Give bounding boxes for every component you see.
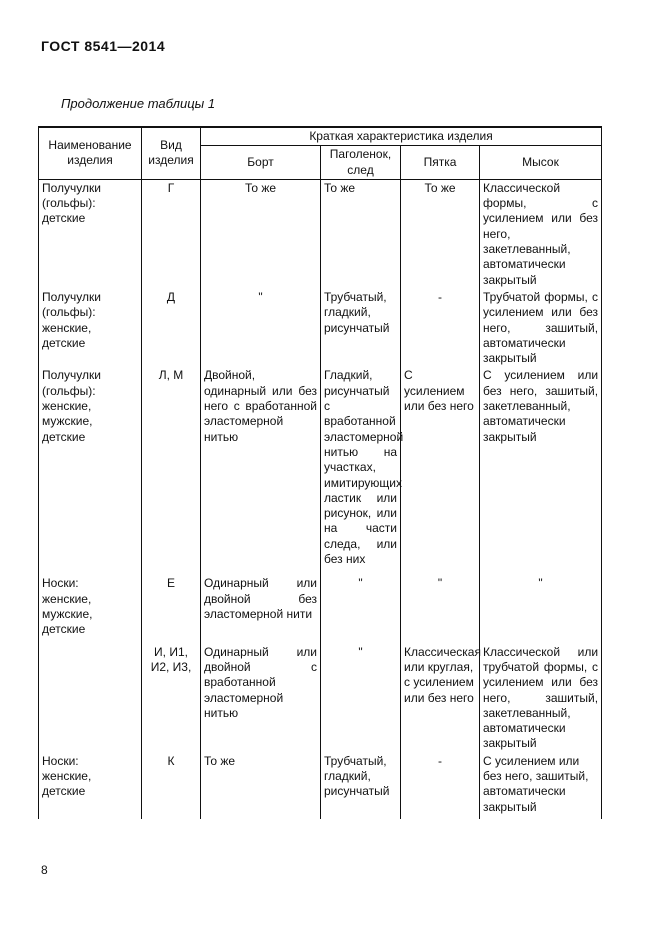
table-row <box>39 575 602 638</box>
cell-bort: То же <box>201 753 321 819</box>
cell-kind: Г <box>142 179 201 289</box>
table-row <box>39 753 602 819</box>
table-row <box>39 179 602 289</box>
table-row <box>39 289 602 367</box>
cell-kind: Л, М <box>142 367 201 575</box>
cell-name: Получулки (гольфы): женские, мужские, детские <box>39 367 142 575</box>
cell-pagolenok: Гладкий, рисунчатый с вработанной эластомерной нитью на участках, имитирующих ластик или рисунок, или на части следа, или без них <box>321 367 401 575</box>
cell-name <box>39 639 142 753</box>
cell-kind: Е <box>142 575 201 638</box>
cell-pagolenok: " <box>321 639 401 753</box>
cell-mysok: " <box>480 575 602 638</box>
cell-bort: " <box>201 289 321 367</box>
table-continuation-caption: Продолжение таблицы 1 <box>61 96 216 111</box>
cell-bort: Одинарный или двойной без эластомерной нити <box>201 575 321 638</box>
header-pyatka: Пятка <box>401 146 480 180</box>
products-table <box>38 126 602 819</box>
cell-kind: К <box>142 753 201 819</box>
cell-pagolenok: " <box>321 575 401 638</box>
header-characteristics: Краткая характеристика изделия <box>201 127 602 146</box>
cell-pyatka: С усилением или без него <box>401 367 480 575</box>
cell-mysok: Классической или трубчатой формы, с усилением или без него, зашитый, закетлеванный, автоматически закрытый <box>480 639 602 753</box>
header-mysok: Мысок <box>480 146 602 180</box>
table-row <box>39 639 602 753</box>
cell-pagolenok: Трубчатый, гладкий, рисунчатый <box>321 289 401 367</box>
cell-bort: Одинарный или двойной с вработанной эластомерной нитью <box>201 639 321 753</box>
cell-pyatka: Классическая или круглая, с усилением или без него <box>401 639 480 753</box>
cell-pyatka: - <box>401 753 480 819</box>
cell-mysok: С усилением или без него, зашитый, закетлеванный, автоматически закрытый <box>480 367 602 575</box>
cell-pyatka: " <box>401 575 480 638</box>
cell-mysok: Трубчатой формы, с усилением или без него, зашитый, автоматически закрытый <box>480 289 602 367</box>
document-header: ГОСТ 8541—2014 <box>41 38 166 54</box>
cell-mysok: Классической формы, с усилением или без него, закетлеванный, автоматически закрытый <box>480 179 602 289</box>
cell-kind: И, И1, И2, И3, <box>142 639 201 753</box>
table-row <box>39 367 602 575</box>
header-pagolenok: Паголенок, след <box>321 146 401 180</box>
cell-name: Получулки (гольфы): детские <box>39 179 142 289</box>
cell-pyatka: То же <box>401 179 480 289</box>
cell-bort: Двойной, одинарный или без него с вработанной эластомерной нитью <box>201 367 321 575</box>
header-kind: Вид изделия <box>142 127 201 179</box>
cell-kind: Д <box>142 289 201 367</box>
cell-pagolenok: То же <box>321 179 401 289</box>
header-bort: Борт <box>201 146 321 180</box>
cell-bort: То же <box>201 179 321 289</box>
cell-name: Получулки (гольфы): женские, детские <box>39 289 142 367</box>
cell-name: Носки: женские, мужские, детские <box>39 575 142 638</box>
cell-pyatka: - <box>401 289 480 367</box>
header-name: Наименование изделия <box>39 127 142 179</box>
cell-name: Носки: женские, детские <box>39 753 142 819</box>
cell-mysok: С усилением или без него, зашитый, автоматически закрытый <box>480 753 602 819</box>
page-number: 8 <box>41 863 48 877</box>
cell-pagolenok: Трубчатый, гладкий, рисунчатый <box>321 753 401 819</box>
